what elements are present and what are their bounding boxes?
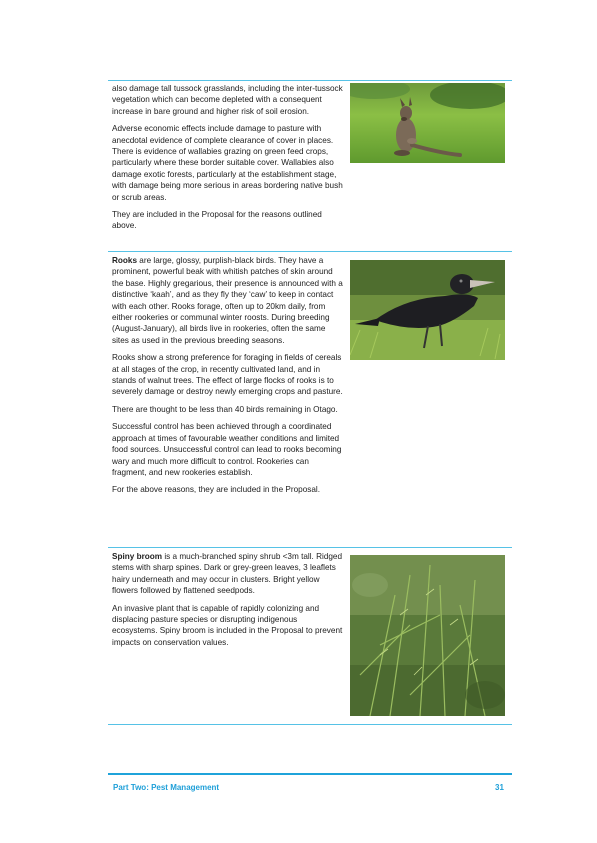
section-text: [112, 83, 344, 238]
paragraph: [112, 255, 344, 346]
paragraph: Successful control has been achieved through a coordinated approach at times of favourable weather conditions and limited food sources. Unsuccessful control can lead to rooks becoming wary and much more difficult to control. Rookeries can fragment, and new rookeries establish.: [112, 422, 342, 477]
paragraph: also damage tall tussock grasslands, including the inter-tussock vegetation which can become depleted with a consequent increase in bare ground and higher risk of soil erosion.: [112, 84, 343, 116]
paragraph: [112, 551, 344, 597]
wallaby-photo: [350, 83, 505, 163]
paragraph: They are included in the Proposal for the reasons outlined above.: [112, 210, 322, 231]
rook-photo: [350, 260, 505, 360]
section-rooks: [108, 251, 512, 546]
section-text: [112, 551, 344, 654]
section-text: [112, 255, 344, 502]
footer-section-title: Part Two: Pest Management: [113, 783, 220, 792]
section-wallaby: [108, 80, 512, 250]
page-number: 31: [495, 783, 504, 792]
species-name: Spiny broom: [112, 552, 163, 561]
paragraph: Rooks show a strong preference for foraging in fields of cereals at all stages of the crop, in recently cultivated land, and in stands of walnut trees. The effect of large flocks of rooks is to severely damage or destroy newly emerging crops and pasture.: [112, 353, 343, 397]
spiny-broom-photo: [350, 555, 505, 716]
paragraph-body: are large, glossy, purplish-black birds. They have a prominent, powerful beak with whitish patches of skin around the base. Highly gregarious, their presence is announced with a distinctive ‘kaah’, and as they fly they ‘caw’ to keep in contact with each other. Rooks forage, often up to 20km daily, from either rookeries or communal winter roosts. During breeding (August-January), all birds live in rookeries, often the same sites as used in the previous breeding seasons.: [112, 256, 343, 345]
paragraph: For the above reasons, they are included in the Proposal.: [112, 485, 320, 495]
species-name: Rooks: [112, 256, 138, 265]
footer-rule: [108, 773, 512, 775]
paragraph: Adverse economic effects include damage to pasture with anecdotal evidence of complete clearance of cover in places. There is evidence of wallabies grazing on green feed crops, particularly where these border suitable cover. Wallabies also damage exotic forests, particularly at the establishment stage, with damage being more serious in areas bordering native bush or scrub areas.: [112, 124, 343, 202]
section-spiny-broom: [108, 547, 512, 722]
paragraph: There are thought to be less than 40 birds remaining in Otago.: [112, 404, 338, 414]
section-divider: [108, 724, 512, 725]
paragraph-body: is a much-branched spiny shrub <3m tall. Ridged stems with sharp spines. Dark or grey-green leaves, 3 leaflets hairy underneath and may occur in clusters. Bright yellow flowers followed by flattened seedpods.: [112, 552, 343, 596]
paragraph: An invasive plant that is capable of rapidly colonizing and displacing pasture species or disrupting indigenous ecosystems. Spiny broom is included in the Proposal to prevent impacts on conservation values.: [112, 603, 343, 647]
